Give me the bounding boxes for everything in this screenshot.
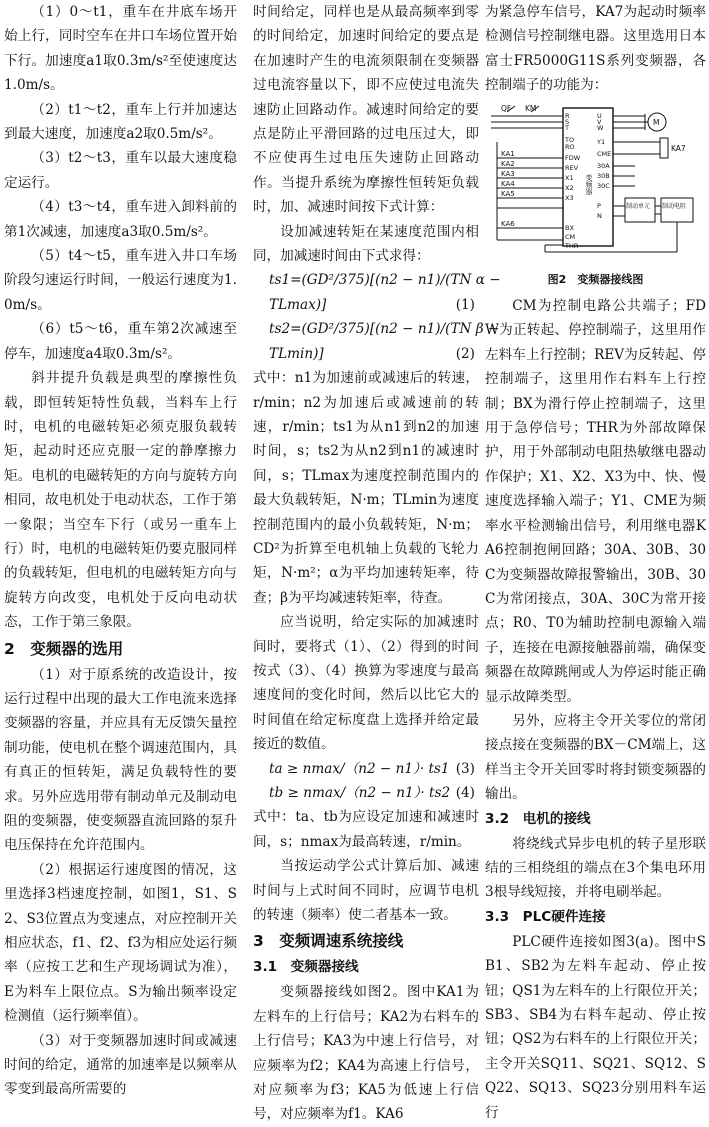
- terminal-label: TO: [565, 135, 575, 144]
- ka-contact-label: KA6: [501, 219, 515, 228]
- paragraph: 斜井提升负载是典型的摩擦性负载，即恒转矩特性负载，当料车上行时，电机的电磁转矩必须克服负载转矩，起动时还应克服一定的静摩擦力矩。电机的电磁转矩的方向与旋转方向相同，故电机处于电动状态，工作于第一象限；当空车下行（或另一重车上行）时，电机的电磁转矩仍要克服同样的负载转矩，但电机的电磁转矩方向与旋转方向改变，电机处于反向电动状态，工作于第三象限。: [4, 370, 237, 631]
- paragraph: 设加减速转矩在某速度范围内相同，加减速时间由下式求得：: [253, 223, 479, 265]
- ka-labels: [501, 150, 515, 228]
- subsection-heading: 3.1 变频器接线: [253, 959, 359, 976]
- motor-label: M: [653, 117, 660, 127]
- formula-1-line-1: ts1=(GD²/375)[(n2 − n1)/(TN α −: [269, 272, 501, 289]
- wiring-diagram: [485, 102, 706, 262]
- paragraph: （4）t3～t4，重车进入卸料前的第1次减速，加速度a3取0.5m/s²。: [4, 199, 237, 240]
- ka-contact-label: KA4: [501, 179, 515, 188]
- terminal-label: N: [597, 211, 602, 220]
- paragraph: （1）0～t1，重车在井底车场开始上行，同时空车在井口车场位置开始下行。加速度a1取0.3m/s²至使速度达1.0m/s。: [4, 4, 237, 94]
- paragraph: 另外，应将主令开关零位的常闭接点接在变频器的BX－CM端上，这样当主令开关回零时将封锁变频器的输出。: [485, 712, 706, 803]
- terminal-label: THR: [565, 241, 579, 250]
- terminal-label: P: [597, 201, 601, 210]
- section-heading: 2 变频器的选用: [4, 639, 124, 658]
- subsection-heading: 3.3 PLC硬件连接: [485, 908, 606, 925]
- equation-number: (3): [455, 760, 475, 777]
- terminal-label: U: [597, 111, 602, 120]
- paragraph: （2）t1～t2，重车上行并加速达到最大速度，加速度a2取0.5m/s²。: [4, 101, 237, 143]
- formula-2-line-1: ts2=(GD²/375)[(n2 − n1)/(TN β −: [269, 321, 500, 338]
- terminal-label: 30C: [597, 181, 610, 190]
- paragraph: （3）对于变频器加速时间或减速时间的给定，通常的加速率是以频率从零变到最高所需要的: [4, 1032, 237, 1098]
- equation-number: (1): [455, 296, 475, 313]
- terminal-label: FDW: [565, 153, 581, 162]
- qf-label: QF: [501, 103, 512, 113]
- subsection-heading: 3.2 电机的接线: [485, 810, 591, 827]
- paragraph: 式中：n1为加速前或减速后的转速，r/min；n2为加速后或减速前的转速，r/min；ts1为从n1到n2的加速时间，s；ts2为从n2到n1的减速时间，s；TLmax为速度控制范围内的最大负载转矩，N·m；TLmin为速度控制范围内的最小负载转矩，N·m；CD²为折算至电机轴上负载的飞轮力矩，N·m²；α为平均加速转矩率，待查；β为平均减速转矩率，待查。: [253, 370, 479, 606]
- km-label: KM: [525, 103, 537, 113]
- terminal-labels-right: [596, 112, 611, 220]
- terminal-label: T: [565, 123, 569, 132]
- terminal-label: W: [597, 123, 604, 132]
- paragraph: CM为控制电路公共端子；FDW为正转起、停控制端子，这里用作左料车上行控制；REV为反转起、停控制端子，这里用作右料车上行控制；BX为滑行停止控制端子，这里用于急停信号；THR为外部故障保护，用于外部制动电阻热敏继电器动作保护；X1、X2、X3为中、快、慢速度选择输入端子；Y1、CME为频率水平检测输出信号，利用继电器KA6控制抱闸回路；30A、30B、30C为变频器故障报警输出，30B、30C为常闭接点，30A、30C为常开接点；R0、T0为辅助控制电源输入端子，连接在电源接触器前端，确保变频器在故障跳闸或人为停运时能正确显示故障类型。: [485, 298, 706, 705]
- terminal-label: 30B: [597, 171, 610, 180]
- terminal-label: X3: [565, 193, 574, 202]
- column-1: [4, 0, 237, 1102]
- terminal-label: BX: [565, 223, 574, 232]
- formula-1-line-2: TLmax)]: [269, 296, 327, 313]
- paragraph: （3）t2～t3，重车以最大速度稳定运行。: [4, 150, 237, 191]
- terminal-label: X1: [565, 173, 574, 182]
- paragraph: 变频器接线如图2。图中KA1为左料车的上行信号；KA2为右料车的上行信号；KA3为中速上行信号，对应频率为f2；KA4为高速上行信号，对应频率为f3；KA5为低速上行信号，对应频率为f1。KA6: [253, 984, 479, 1123]
- figure-caption: 图2 变频器接线图: [547, 273, 644, 287]
- brake-unit-label: 制动单元: [626, 202, 651, 210]
- terminal-label: R: [565, 111, 570, 120]
- terminal-label: Y1: [597, 137, 606, 146]
- inverter-label: 变频器: [585, 173, 593, 195]
- section-heading: 3 变频调速系统接线: [253, 932, 404, 951]
- paragraph: （5）t4～t5，重车进入井口车场阶段匀速运行时间，一般运行速度为1.0m/s。: [4, 248, 237, 313]
- formula-4: tb ≥ nmax/（n2 − n1）· ts2: [269, 785, 451, 801]
- paragraph: PLC硬件连接如图3(a)。图中SB1、SB2为左料车起动、停止按钮；QS1为左料车的上行限位开关；SB3、SB4为右料车起动、停止按钮；QS2为右料车的上行限位开关；主令开关SQ11、SQ21、SQ12、SQ22、SQ13、SQ23分别用料车运行: [485, 933, 706, 1121]
- paragraph: 时间给定，同样也是从最高频率到零的时间给定，加速时间给定的要点是在加速时产生的电流须限制在变频器过电流容量以下，即不应使过电流失速防止回路动作。减速时间给定的要点是防止平滑回路的过电压过大，即不应使再生过电压失速防止回路动作。当提升系统为摩擦性恒转矩负载时，加、减速时间按下式计算：: [253, 4, 479, 216]
- terminal-label: V: [597, 117, 602, 126]
- ka7-label: KA7: [671, 143, 686, 153]
- terminal-label: 30A: [597, 161, 610, 170]
- paragraph: （1）对于原系统的改造设计，按运行过程中出现的最大工作电流来选择变频器的容量，并应具有无反馈矢量控制功能，使电机在整个调速范围内，具有真正的恒转矩，满足负载特性的要求。另外应选用带有制动单元及制动电阻的变频器，使变频器直流回路的泵升电压保持在允许范围内。: [4, 666, 237, 854]
- paragraph: 将绕线式异步电机的转子星形联结的三相绕组的端点在3个集电环用3根导线短接，并将电刷举起。: [485, 835, 706, 901]
- paragraph: 当按运动学公式计算后加、减速时间与上式时间不同时，应调节电机的转速（频率）使二者基本一致。: [253, 858, 479, 924]
- terminal-labels-left: [564, 112, 581, 250]
- formula-3: ta ≥ nmax/（n2 − n1）· ts1: [269, 760, 450, 777]
- terminal-label: S: [565, 117, 570, 126]
- ka-contact-label: KA1: [501, 149, 515, 158]
- column-3: [485, 0, 706, 1125]
- paragraph: 应当说明，给定实际的加减速时间时，要将式（1）、（2）得到的时间按式（3）、（4）换算为零速度与最高速度间的变化时间，然后以比它大的时间值在给定标度盘上选择并给定最接近的数值。: [253, 614, 479, 753]
- terminal-label: REV: [565, 163, 579, 172]
- equation-number: (2): [455, 345, 475, 362]
- paragraph: 式中：ta、tb为应设定加速和减速时间，s；nmax为最高转速，r/min。: [253, 809, 479, 850]
- terminal-label: X2: [565, 183, 574, 192]
- ka-contact-label: KA3: [501, 169, 515, 178]
- formula-2-line-2: TLmin)]: [269, 345, 324, 362]
- terminal-label: CME: [597, 149, 612, 158]
- paragraph: （2）根据运行速度图的情况，这里选择3档速度控制，如图1，S1、S2、S3位置点为变速点，对应控制开关相应状态，f1、f2、f3为相应处运行频率（应按工艺和生产现场调试为准），E为料车上限位点。S为输出频率设定检测值（运行频率值）。: [4, 861, 237, 1025]
- terminal-label: RO: [565, 142, 575, 151]
- paragraph: （6）t5～t6，重车第2次减速至停车，加速度a4取0.3m/s²。: [4, 321, 237, 362]
- column-2: [253, 0, 501, 1127]
- ka-contact-label: KA5: [501, 189, 515, 198]
- ka-contact-label: KA2: [501, 159, 515, 168]
- paragraph: 为紧急停车信号，KA7为起动时频率检测信号控制继电器。这里选用日本富士FR5000G11S系列变频器，各控制端子的功能为：: [485, 4, 706, 94]
- terminal-label: CM: [565, 232, 576, 241]
- brake-resistor-label: 制动电阻: [662, 202, 687, 210]
- equation-number: (4): [455, 785, 475, 801]
